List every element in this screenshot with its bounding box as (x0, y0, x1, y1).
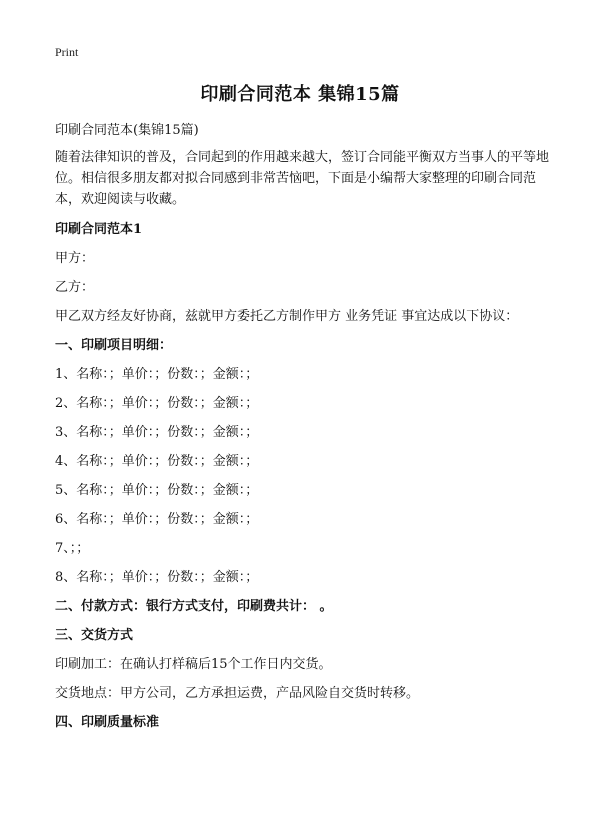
party-a-line: 甲方： (55, 251, 95, 266)
document-body (55, 120, 550, 741)
agreement-paragraph: 甲乙双方经友好协商，兹就甲方委托乙方制作甲方 业务凭证 事宜达成以下协议： (55, 309, 519, 324)
item-row: 5、名称：；单价：；份数：；金额：； (55, 483, 259, 498)
print-link[interactable]: Print (55, 45, 79, 59)
section-heading: 印刷合同范本1 (55, 222, 143, 237)
item-row: 2、名称：；单价：；份数：；金额：； (55, 396, 259, 411)
delivery-processing-line: 印刷加工：在确认打样稿后15个工作日内交货。 (55, 657, 332, 672)
intro-paragraph: 随着法律知识的普及，合同起到的作用越来越大，签订合同能平衡双方当事人的平等地位。相信很多朋友都对拟合同感到非常苦恼吧，下面是小编帮大家整理的印刷合同范本，欢迎阅读与收藏。 (55, 150, 550, 207)
item-row: 7、；； (55, 541, 90, 556)
party-b-line: 乙方： (55, 280, 95, 295)
quality-heading: 四、印刷质量标准 (55, 715, 160, 730)
page-title: 印刷合同范本 集锦15篇 (200, 84, 400, 105)
item-row: 8、名称：；单价：；份数：；金额：； (55, 570, 259, 585)
payment-heading: 二、付款方式：银行方式支付，印刷费共计： 。 (55, 599, 333, 614)
item-list-heading: 一、印刷项目明细： (55, 338, 173, 353)
item-row: 1、名称：；单价：；份数：；金额：； (55, 367, 259, 382)
item-row: 4、名称：；单价：；份数：；金额：； (55, 454, 259, 469)
delivery-heading: 三、交货方式 (55, 628, 134, 643)
document-subtitle: 印刷合同范本(集锦15篇) (55, 123, 199, 138)
item-row: 3、名称：；单价：；份数：；金额：； (55, 425, 259, 440)
delivery-location-line: 交货地点：甲方公司，乙方承担运费，产品风险自交货时转移。 (55, 686, 420, 701)
item-row: 6、名称：；单价：；份数：；金额：； (55, 512, 259, 527)
